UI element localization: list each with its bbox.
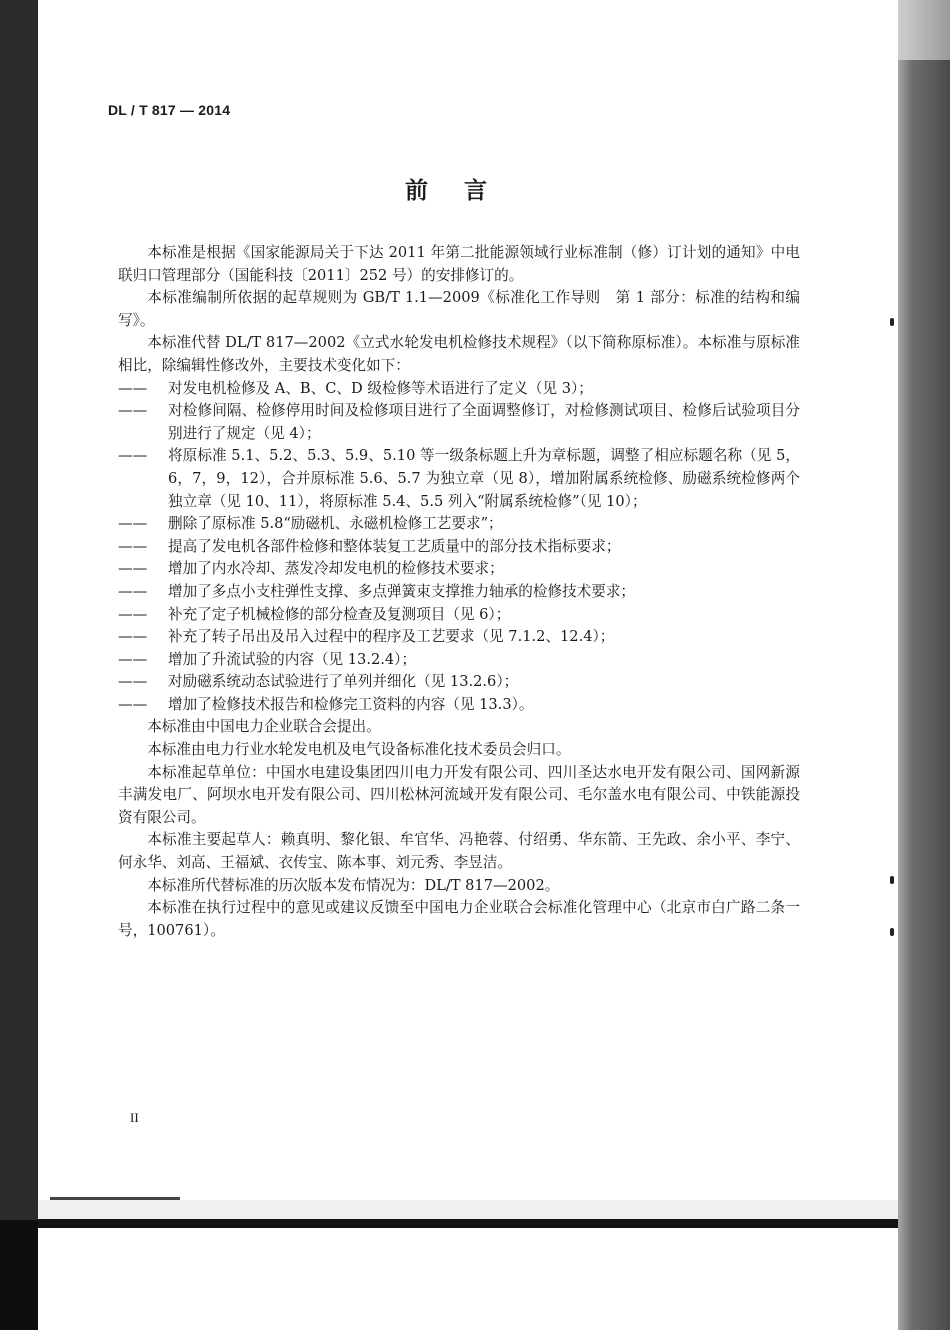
list-dash: —— <box>118 628 148 646</box>
list-item: —— 增加了多点小支柱弹性支撑、多点弹簧束支撑推力轴承的检修技术要求； <box>118 581 800 604</box>
page-bottom-band <box>38 1200 898 1220</box>
next-page-top <box>38 1228 898 1330</box>
paragraph-drafting-rules: 本标准编制所依据的起草规则为 GB/T 1.1—2009《标准化工作导则 第 1 部分：标准的结构和编写》。 <box>118 289 800 329</box>
page-separator-rule <box>38 1219 898 1228</box>
paragraph-basis: 本标准是根据《国家能源局关于下达 2011 年第二批能源领域行业标准制（修）订计划的通知》中电联归口管理部分（国能科技〔2011〕252 号）的安排修订的。 <box>118 244 800 284</box>
list-dash: —— <box>118 560 148 578</box>
list-item: —— 提高了发电机各部件检修和整体装复工艺质量中的部分技术指标要求； <box>118 536 800 559</box>
scan-left-edge-lower <box>0 1220 38 1330</box>
list-dash: —— <box>118 650 148 668</box>
list-dash: —— <box>118 582 148 600</box>
list-dash: —— <box>118 673 148 691</box>
paragraph-drafters: 本标准主要起草人：赖真明、黎化银、牟官华、冯艳蓉、付绍勇、华东箭、王先政、余小平、李宁、何永华、刘高、王福斌、衣传宝、陈本事、刘元秀、李昱洁。 <box>118 831 800 872</box>
page-number: II <box>130 1110 139 1125</box>
list-dash: —— <box>118 379 148 397</box>
scan-mark-line <box>50 1197 180 1200</box>
list-item: —— 删除了原标准 5.8“励磁机、永磁机检修工艺要求”； <box>118 513 800 536</box>
list-item: —— 增加了检修技术报告和检修完工资料的内容（见 13.3）。 <box>118 694 800 717</box>
scan-right-edge-top <box>898 0 950 60</box>
scan-left-edge <box>0 0 38 1330</box>
list-item: —— 增加了升流试验的内容（见 13.2.4）； <box>118 649 800 672</box>
paragraph-managed-by: 本标准由电力行业水轮发电机及电气设备标准化技术委员会归口。 <box>147 741 571 759</box>
list-item: —— 对检修间隔、检修停用时间及检修项目进行了全面调整修订，对检修测试项目、检修后试验项目分别进行了规定（见 4）； <box>118 402 800 442</box>
title-char-2: 言 <box>464 177 487 204</box>
standard-code-header: DL / T 817 — 2014 <box>108 102 231 118</box>
list-item: —— 对发电机检修及 A、B、C、D 级检修等术语进行了定义（见 3）； <box>118 378 800 401</box>
scan-speck <box>890 928 894 936</box>
paragraph-history: 本标准所代替标准的历次版本发布情况为：DL/T 817—2002。 <box>147 876 560 894</box>
title-char-1: 前 <box>405 177 428 204</box>
list-dash: —— <box>118 605 148 623</box>
list-item: —— 补充了转子吊出及吊入过程中的程序及工艺要求（见 7.1.2、12.4）； <box>118 626 800 649</box>
list-item: —— 补充了定子机械检修的部分检查及复测项目（见 6）； <box>118 604 800 627</box>
list-dash: —— <box>118 515 148 533</box>
list-dash: —— <box>118 537 148 555</box>
list-dash: —— <box>118 695 148 713</box>
list-item: —— 将原标准 5.1、5.2、5.3、5.9、5.10 等一级条标题上升为章标题，调整了相应标题名称（见 5，6，7，9，12），合并原标准 5.6、5.7 为独立章（见 8），增加附属系统检修、励磁系统检修两个独立章（见 10、11），将原标准 5.4、5.5 列入“附属系统检修”（见 10）； <box>118 447 800 510</box>
foreword-body <box>118 242 800 942</box>
list-dash: —— <box>118 402 148 420</box>
section-title <box>405 172 487 205</box>
list-dash: —— <box>118 447 148 465</box>
paragraph-feedback: 本标准在执行过程中的意见或建议反馈至中国电力企业联合会标准化管理中心（北京市白广路二条一号，100761）。 <box>118 899 800 939</box>
scan-speck <box>890 876 894 884</box>
scan-right-edge <box>898 0 950 1330</box>
paragraph-drafting-units: 本标准起草单位：中国水电建设集团四川电力开发有限公司、四川圣达水电开发有限公司、国网新源丰满发电厂、阿坝水电开发有限公司、四川松林河流域开发有限公司、毛尔盖水电有限公司、中铁能源投资有限公司。 <box>118 763 800 826</box>
paragraph-replacement: 本标准代替 DL/T 817—2002《立式水轮发电机检修技术规程》（以下简称原标准）。本标准与原标准相比，除编辑性修改外，主要技术变化如下： <box>118 334 800 374</box>
list-item: —— 增加了内水冷却、蒸发冷却发电机的检修技术要求； <box>118 558 800 581</box>
scan-speck <box>890 318 894 326</box>
changes-list <box>118 378 800 717</box>
list-item: —— 对励磁系统动态试验进行了单列并细化（见 13.2.6）； <box>118 671 800 694</box>
paragraph-proposed-by: 本标准由中国电力企业联合会提出。 <box>147 718 381 736</box>
